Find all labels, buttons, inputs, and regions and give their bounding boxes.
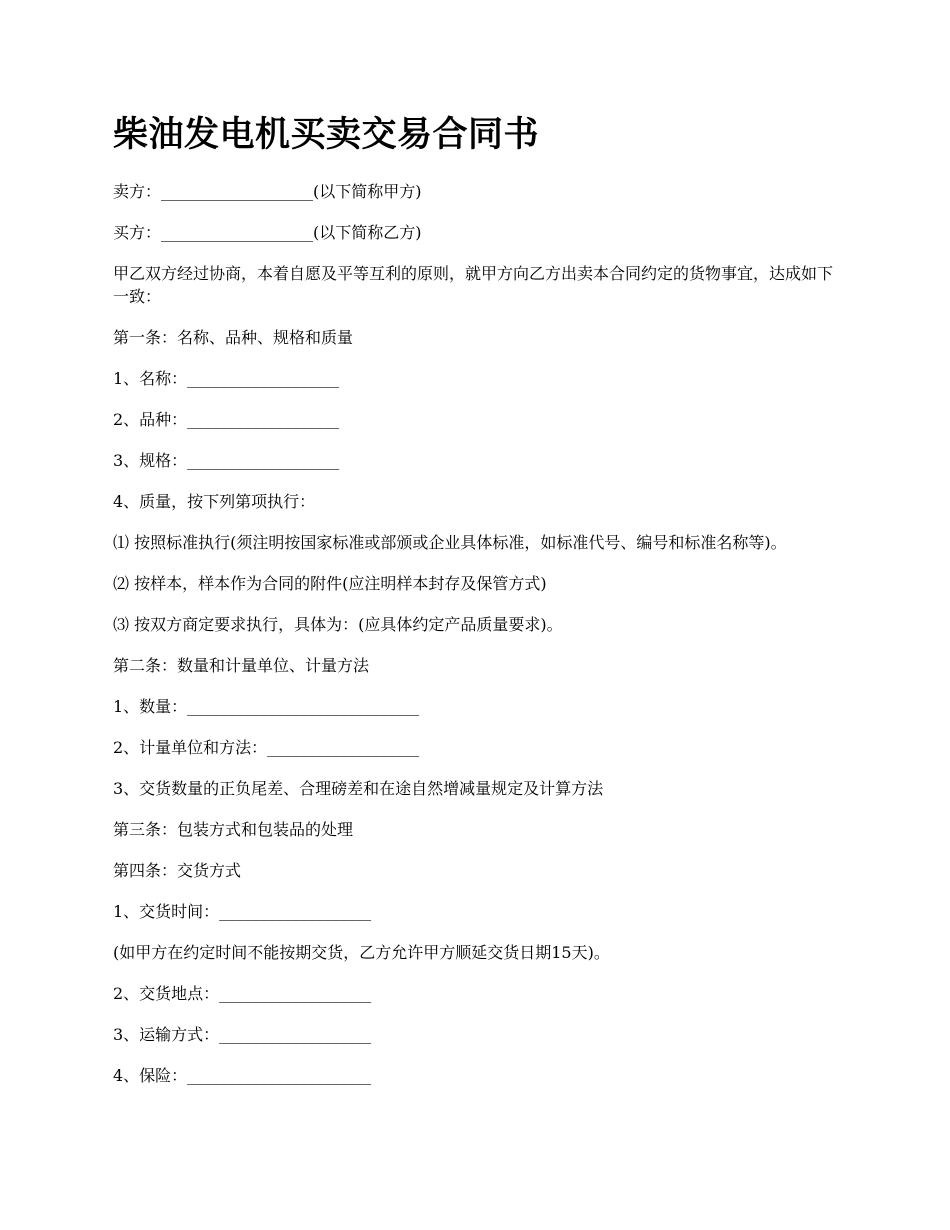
article-2-heading: 第二条：数量和计量单位、计量方法 <box>113 656 370 675</box>
quantity-line: 1、数量：_____________________________ <box>113 697 420 716</box>
quality-option-3: ⑶ 按双方商定要求执行，具体为：(应具体约定产品质量要求)。 <box>113 615 563 634</box>
buyer-line: 买方：___________________(以下简称乙方) <box>113 223 422 242</box>
transport-line: 3、运输方式：___________________ <box>113 1025 372 1044</box>
seller-line: 卖方：___________________(以下简称甲方) <box>113 182 422 201</box>
quality-option-1: ⑴ 按照标准执行(须注明按国家标准或部颁或企业具体标准，如标准代号、编号和标准名称等)。 <box>113 533 787 552</box>
measurement-line: 2、计量单位和方法：___________________ <box>113 738 420 757</box>
article-4-heading: 第四条：交货方式 <box>113 861 242 880</box>
delivery-extension-note: (如甲方在约定时间不能按期交货，乙方允许甲方顺延交货日期15天)。 <box>113 943 610 962</box>
insurance-line: 4、保险：_______________________ <box>113 1066 372 1085</box>
item-name-line: 1、名称：___________________ <box>113 369 340 388</box>
tolerance-line: 3、交货数量的正负尾差、合理磅差和在途自然增减量规定及计算方法 <box>113 779 604 798</box>
document-title: 柴油发电机买卖交易合同书 <box>113 115 540 155</box>
article-3-heading: 第三条：包装方式和包装品的处理 <box>113 820 354 839</box>
item-quality-line: 4、质量，按下列第项执行： <box>113 492 316 511</box>
quality-option-2: ⑵ 按样本，样本作为合同的附件(应注明样本封存及保管方式) <box>113 574 547 593</box>
preamble-paragraph: 甲乙双方经过协商，本着自愿及平等互利的原则，就甲方向乙方出卖本合同约定的货物事宜，达成如下一致： <box>113 264 834 306</box>
article-1-heading: 第一条：名称、品种、规格和质量 <box>113 328 354 347</box>
delivery-place-line: 2、交货地点：___________________ <box>113 984 372 1003</box>
item-spec-line: 3、规格：___________________ <box>113 451 340 470</box>
item-variety-line: 2、品种：___________________ <box>113 410 340 429</box>
delivery-time-line: 1、交货时间：___________________ <box>113 902 372 921</box>
